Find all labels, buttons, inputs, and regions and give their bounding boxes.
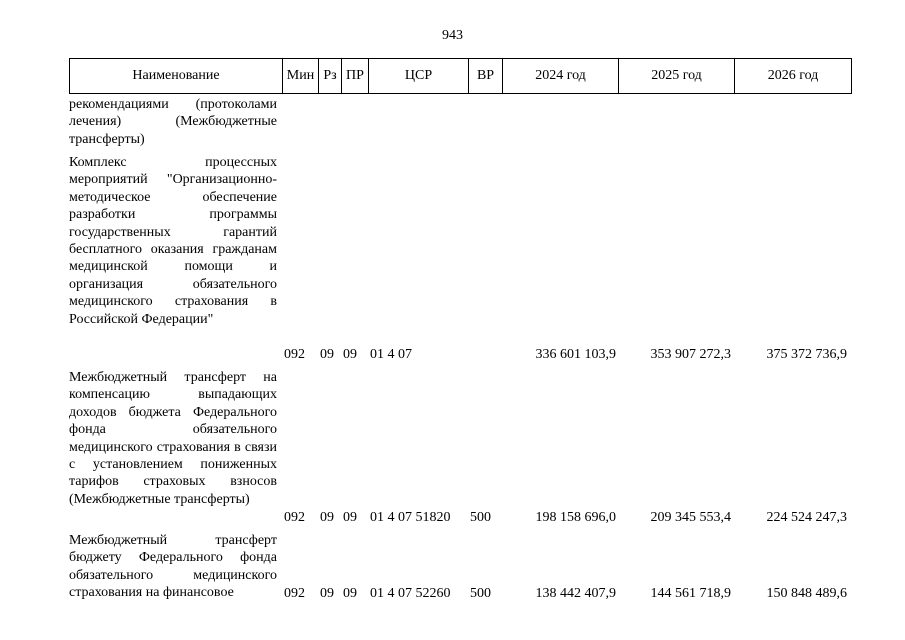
row-amount-2024: 336 601 103,9 xyxy=(535,346,616,362)
row-name: Межбюджетный трансферт на компенсацию выпадающих доходов бюджета Федерального фонда обязательного медицинского страхования в связи с установлением пониженных тарифов страховых взносов (Межбюджетные трансферты) xyxy=(69,370,277,507)
row-rz: 09 xyxy=(320,346,334,362)
table-row xyxy=(69,369,851,526)
column-header-2025: 2025 год xyxy=(619,59,735,94)
page-number: 943 xyxy=(442,28,463,43)
table-header xyxy=(69,58,852,94)
column-header-2026: 2026 год xyxy=(735,59,852,94)
row-name: Комплекс процессных мероприятий "Организационно-методическое обеспечение разработки программы государственных гарантий бесплатного оказания гражданам медицинской помощи и организация обязательного медицинского страхования в Российской Федерации" xyxy=(69,155,277,327)
row-pr: 09 xyxy=(343,585,357,601)
row-csr: 01 4 07 xyxy=(370,346,412,362)
row-csr: 01 4 07 51820 xyxy=(370,509,451,525)
row-vr: 500 xyxy=(470,509,491,525)
row-rz: 09 xyxy=(320,509,334,525)
column-header-min: Мин xyxy=(283,59,319,94)
row-amount-2025: 353 907 272,3 xyxy=(650,346,731,362)
column-header-pr: ПР xyxy=(342,59,369,94)
row-pr: 09 xyxy=(343,509,357,525)
column-header-rz: Рз xyxy=(319,59,342,94)
column-header-vr: ВР xyxy=(469,59,503,94)
row-csr: 01 4 07 52260 xyxy=(370,585,451,601)
row-amount-2025: 144 561 718,9 xyxy=(650,585,731,601)
row-min: 092 xyxy=(284,346,305,362)
row-amount-2026: 150 848 489,6 xyxy=(766,585,847,601)
column-header-csr: ЦСР xyxy=(369,59,469,94)
row-min: 092 xyxy=(284,585,305,601)
row-amount-2026: 224 524 247,3 xyxy=(766,509,847,525)
row-pr: 09 xyxy=(343,346,357,362)
row-vr: 500 xyxy=(470,585,491,601)
row-name: Межбюджетный трансферт бюджету Федерального фонда обязательного медицинского страхования на финансовое xyxy=(69,533,277,601)
table-row xyxy=(69,96,851,148)
row-name: рекомендациями (протоколами лечения) (Межбюджетные трансферты) xyxy=(69,97,277,147)
row-rz: 09 xyxy=(320,585,334,601)
table-row xyxy=(69,532,851,602)
row-amount-2025: 209 345 553,4 xyxy=(650,509,731,525)
table-row xyxy=(69,154,851,363)
row-min: 092 xyxy=(284,509,305,525)
column-header-2024: 2024 год xyxy=(503,59,619,94)
row-amount-2024: 138 442 407,9 xyxy=(535,585,616,601)
row-amount-2026: 375 372 736,9 xyxy=(766,346,847,362)
column-header-name: Наименование xyxy=(70,59,283,94)
row-amount-2024: 198 158 696,0 xyxy=(535,509,616,525)
